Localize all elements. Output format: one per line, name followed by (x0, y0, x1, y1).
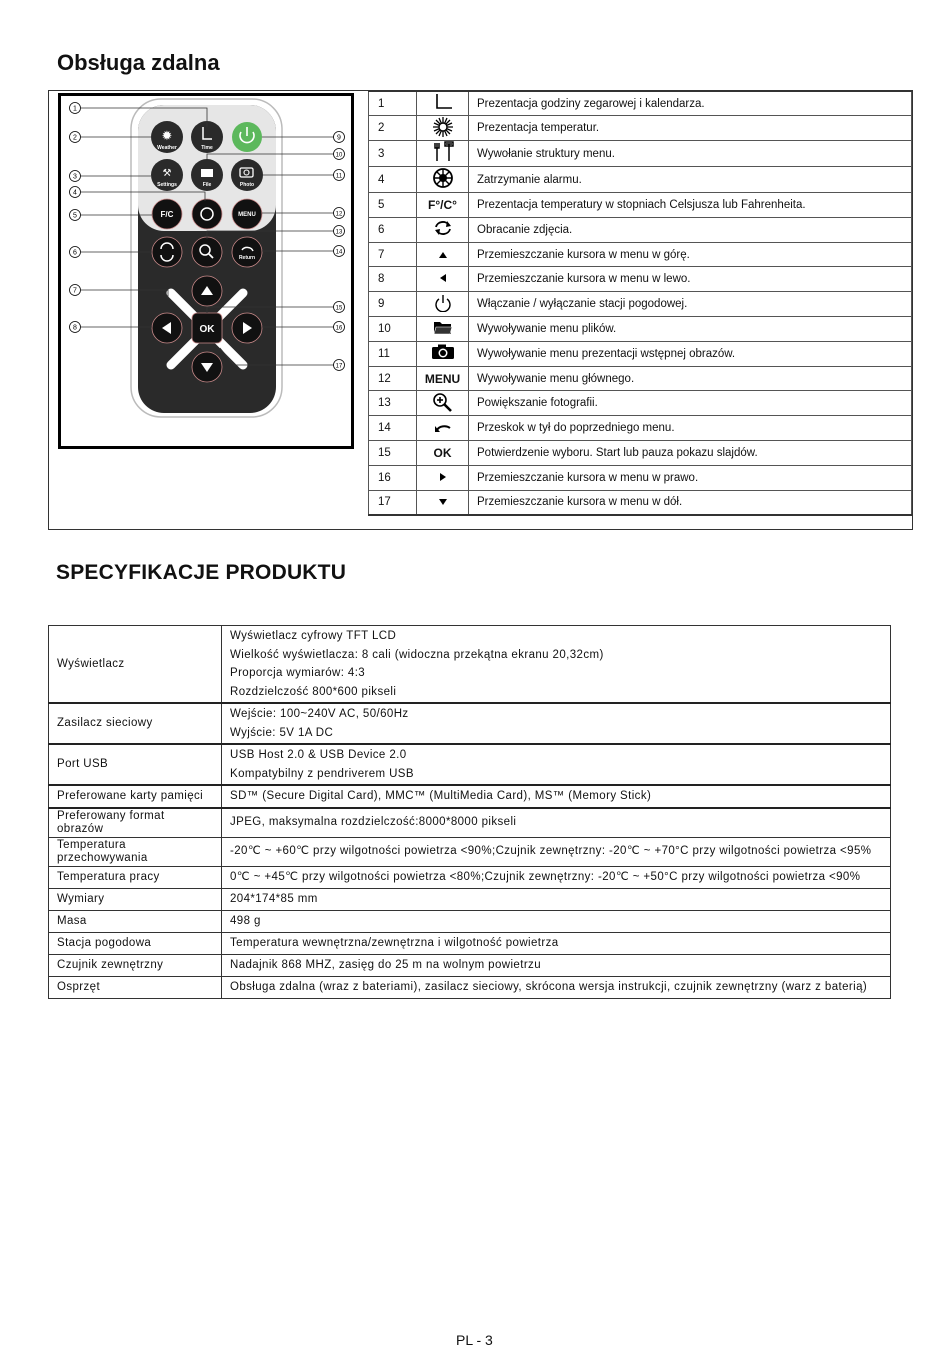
legend-description: Wywoływanie menu głównego. (469, 366, 912, 391)
spec-row (49, 910, 891, 932)
spec-label: Stacja pogodowa (49, 932, 222, 954)
spec-value (222, 626, 891, 704)
callout-4: 4 (73, 189, 77, 197)
spec-row (49, 785, 891, 808)
legend-row (369, 391, 912, 416)
legend-number: 10 (369, 317, 417, 342)
legend-row (369, 341, 912, 366)
legend-row (369, 317, 912, 342)
rotate-icon (417, 217, 469, 242)
legend-number: 12 (369, 366, 417, 391)
spec-value-line: 498 g (230, 914, 261, 927)
callout-7: 7 (73, 287, 77, 295)
alarm-stop-button (192, 199, 222, 229)
spec-value-line: Wielkość wyświetlacza: 8 cali (widoczna przekątna ekranu 20,32cm) (230, 648, 604, 661)
legend-icon-label: F°/C° (417, 193, 469, 218)
arrow-right-icon (417, 465, 469, 490)
legend-description: Włączanie / wyłączanie stacji pogodowej. (469, 292, 912, 317)
spec-value (222, 785, 891, 808)
folder-icon (417, 317, 469, 342)
spec-row (49, 888, 891, 910)
legend-number: 15 (369, 441, 417, 466)
time-label: Time (201, 145, 213, 151)
legend-number: 2 (369, 116, 417, 141)
spec-value (222, 866, 891, 888)
arrow-up-icon (417, 242, 469, 267)
legend-number: 3 (369, 141, 417, 167)
spec-value-line: Wejście: 100~240V AC, 50/60Hz (230, 708, 409, 720)
legend-row (369, 242, 912, 267)
callout-11: 11 (335, 173, 343, 180)
weather-sun-icon: ✹ (161, 128, 173, 143)
callout-1: 1 (73, 105, 77, 113)
spec-row (49, 626, 891, 704)
legend-row (369, 217, 912, 242)
spec-row (49, 703, 891, 744)
power-button (232, 122, 262, 152)
legend-number: 14 (369, 416, 417, 441)
spec-value-line: 0℃ ~ +45℃ przy wilgotności powietrza <80%;Czujnik zewnętrzny: -20℃ ~ +50°C przy wilgotności powietrza <90% (230, 870, 861, 883)
folder-icon (201, 169, 213, 177)
spec-value-line: Wyjście: 5V 1A DC (230, 726, 334, 739)
legend-row (369, 91, 912, 116)
fc-label: F/C (160, 210, 174, 219)
legend-description: Przemieszczanie kursora w menu w górę. (469, 242, 912, 267)
spec-value (222, 837, 891, 866)
legend-row (369, 366, 912, 391)
arrow-left-icon (417, 267, 469, 292)
callout-3: 3 (73, 173, 77, 181)
spec-label: Zasilacz sieciowy (49, 703, 222, 744)
legend-description: Przeskok w tył do poprzedniego menu. (469, 416, 912, 441)
spec-label: Temperatura pracy (49, 866, 222, 888)
weather-label: Weather (157, 145, 177, 151)
settings-label: Settings (157, 182, 177, 188)
callout-9: 9 (337, 134, 341, 142)
legend-number: 5 (369, 193, 417, 218)
zoom-button (192, 237, 222, 267)
camera-icon (417, 341, 469, 366)
legend-description: Wywołanie struktury menu. (469, 141, 912, 167)
return-icon (417, 416, 469, 441)
spec-row (49, 932, 891, 954)
return-label: Return (238, 255, 256, 261)
spec-value-line: JPEG, maksymalna rozdzielczość:8000*8000 pikseli (230, 816, 517, 829)
legend-row (369, 465, 912, 490)
callout-16: 16 (335, 325, 343, 332)
spec-label: Wymiary (49, 888, 222, 910)
legend-number: 6 (369, 217, 417, 242)
spec-value-line: Obsługa zdalna (wraz z bateriami), zasilacz sieciowy, skrócona wersja instrukcji, czujnik zewnętrzny (warz z baterią) (230, 980, 868, 993)
legend-description: Przemieszczanie kursora w menu w prawo. (469, 465, 912, 490)
spec-value (222, 932, 891, 954)
photo-label: Photo (239, 182, 255, 188)
spec-row (49, 837, 891, 866)
alarm-stop-icon (417, 167, 469, 193)
spec-section-title: SPECYFIKACJE PRODUKTU (56, 561, 347, 584)
legend-description: Prezentacja temperatury w stopniach Celsjusza lub Fahrenheita. (469, 193, 912, 218)
spec-value-line: Rozdzielczość 800*600 pikseli (230, 685, 397, 698)
callout-13: 13 (335, 229, 343, 236)
callout-8: 8 (73, 324, 77, 332)
spec-value (222, 976, 891, 998)
spec-label: Osprzęt (49, 976, 222, 998)
spec-value-line: 204*174*85 mm (230, 892, 318, 905)
spec-value-line: SD™ (Secure Digital Card), MMC™ (MultiMedia Card), MS™ (Memory Stick) (230, 790, 652, 802)
menu-label: MENU (238, 212, 256, 218)
legend-description: Prezentacja temperatur. (469, 116, 912, 141)
power-icon (417, 292, 469, 317)
legend-row (369, 167, 912, 193)
legend-description: Wywoływanie menu prezentacji wstępnej obrazów. (469, 341, 912, 366)
spec-value (222, 954, 891, 976)
legend-description: Prezentacja godziny zegarowej i kalendarza. (469, 91, 912, 116)
spec-row (49, 866, 891, 888)
callout-2: 2 (73, 134, 77, 142)
spec-value-line: Nadajnik 868 MHZ, zasięg do 25 m na wolnym powietrzu (230, 958, 541, 971)
box-right-edge (912, 90, 913, 530)
callout-12: 12 (335, 211, 343, 218)
spec-label: Masa (49, 910, 222, 932)
spec-label: Preferowany format obrazów (49, 808, 222, 838)
spec-value-line: USB Host 2.0 & USB Device 2.0 (230, 749, 407, 761)
legend-row (369, 490, 912, 515)
legend-description: Potwierdzenie wyboru. Start lub pauza pokazu slajdów. (469, 441, 912, 466)
legend-description: Przemieszczanie kursora w menu w lewo. (469, 267, 912, 292)
legend-number: 17 (369, 490, 417, 515)
legend-number: 16 (369, 465, 417, 490)
legend-row (369, 267, 912, 292)
time-icon (417, 91, 469, 116)
legend-description: Przemieszczanie kursora w menu w dół. (469, 490, 912, 515)
settings-tools-icon (417, 141, 469, 167)
legend-number: 11 (369, 341, 417, 366)
legend-icon-label: OK (417, 441, 469, 466)
spec-value (222, 703, 891, 744)
arrow-down-icon (417, 490, 469, 515)
settings-tools-icon: ⚒ (162, 168, 172, 179)
spec-value (222, 888, 891, 910)
legend-row (369, 193, 912, 218)
legend-number: 1 (369, 91, 417, 116)
spec-row (49, 744, 891, 785)
legend-row (369, 441, 912, 466)
callout-5: 5 (73, 212, 77, 220)
callout-10: 10 (335, 152, 343, 159)
return-button (232, 237, 262, 267)
callout-14: 14 (335, 249, 343, 256)
legend-number: 4 (369, 167, 417, 193)
legend-number: 7 (369, 242, 417, 267)
callout-6: 6 (73, 249, 77, 257)
legend-row (369, 292, 912, 317)
spec-label: Czujnik zewnętrzny (49, 954, 222, 976)
spec-row (49, 808, 891, 838)
legend-row (369, 416, 912, 441)
remote-section-title: Obsługa zdalna (57, 50, 220, 75)
spec-value-line: Temperatura wewnętrzna/zewnętrzna i wilgotność powietrza (230, 936, 559, 949)
legend-number: 9 (369, 292, 417, 317)
spec-label: Port USB (49, 744, 222, 785)
spec-value-line: -20℃ ~ +60℃ przy wilgotności powietrza <90%;Czujnik zewnętrzny: -20℃ ~ +70°C przy wilgotności powietrza <95% (230, 845, 872, 858)
file-label: File (202, 182, 212, 188)
spec-value-line: Kompatybilny z pendriverem USB (230, 767, 414, 780)
spec-row (49, 954, 891, 976)
legend-icon-label: MENU (417, 366, 469, 391)
legend-number: 13 (369, 391, 417, 416)
spec-label: Temperatura przechowywania (49, 837, 222, 866)
spec-value-line: Proporcja wymiarów: 4:3 (230, 667, 366, 679)
spec-label: Preferowane karty pamięci (49, 785, 222, 808)
spec-label: Wyświetlacz (49, 626, 222, 704)
spec-value (222, 910, 891, 932)
legend-row (369, 141, 912, 167)
weather-sun-icon (417, 116, 469, 141)
callout-15: 15 (335, 305, 343, 312)
legend-description: Wywoływanie menu plików. (469, 317, 912, 342)
spec-value-line: Wyświetlacz cyfrowy TFT LCD (230, 630, 397, 642)
spec-table (48, 625, 891, 999)
legend-number: 8 (369, 267, 417, 292)
spec-value (222, 744, 891, 785)
page-number: PL - 3 (456, 1332, 493, 1348)
legend-description: Obracanie zdjęcia. (469, 217, 912, 242)
spec-row (49, 976, 891, 998)
callout-17: 17 (335, 363, 343, 370)
legend-row (369, 116, 912, 141)
remote-illustration (58, 93, 358, 453)
rotate-button (152, 237, 182, 267)
zoom-icon (417, 391, 469, 416)
legend-description: Powiększanie fotografii. (469, 391, 912, 416)
spec-value (222, 808, 891, 838)
legend-description: Zatrzymanie alarmu. (469, 167, 912, 193)
remote-legend-table (368, 90, 912, 516)
ok-label: OK (199, 324, 215, 335)
